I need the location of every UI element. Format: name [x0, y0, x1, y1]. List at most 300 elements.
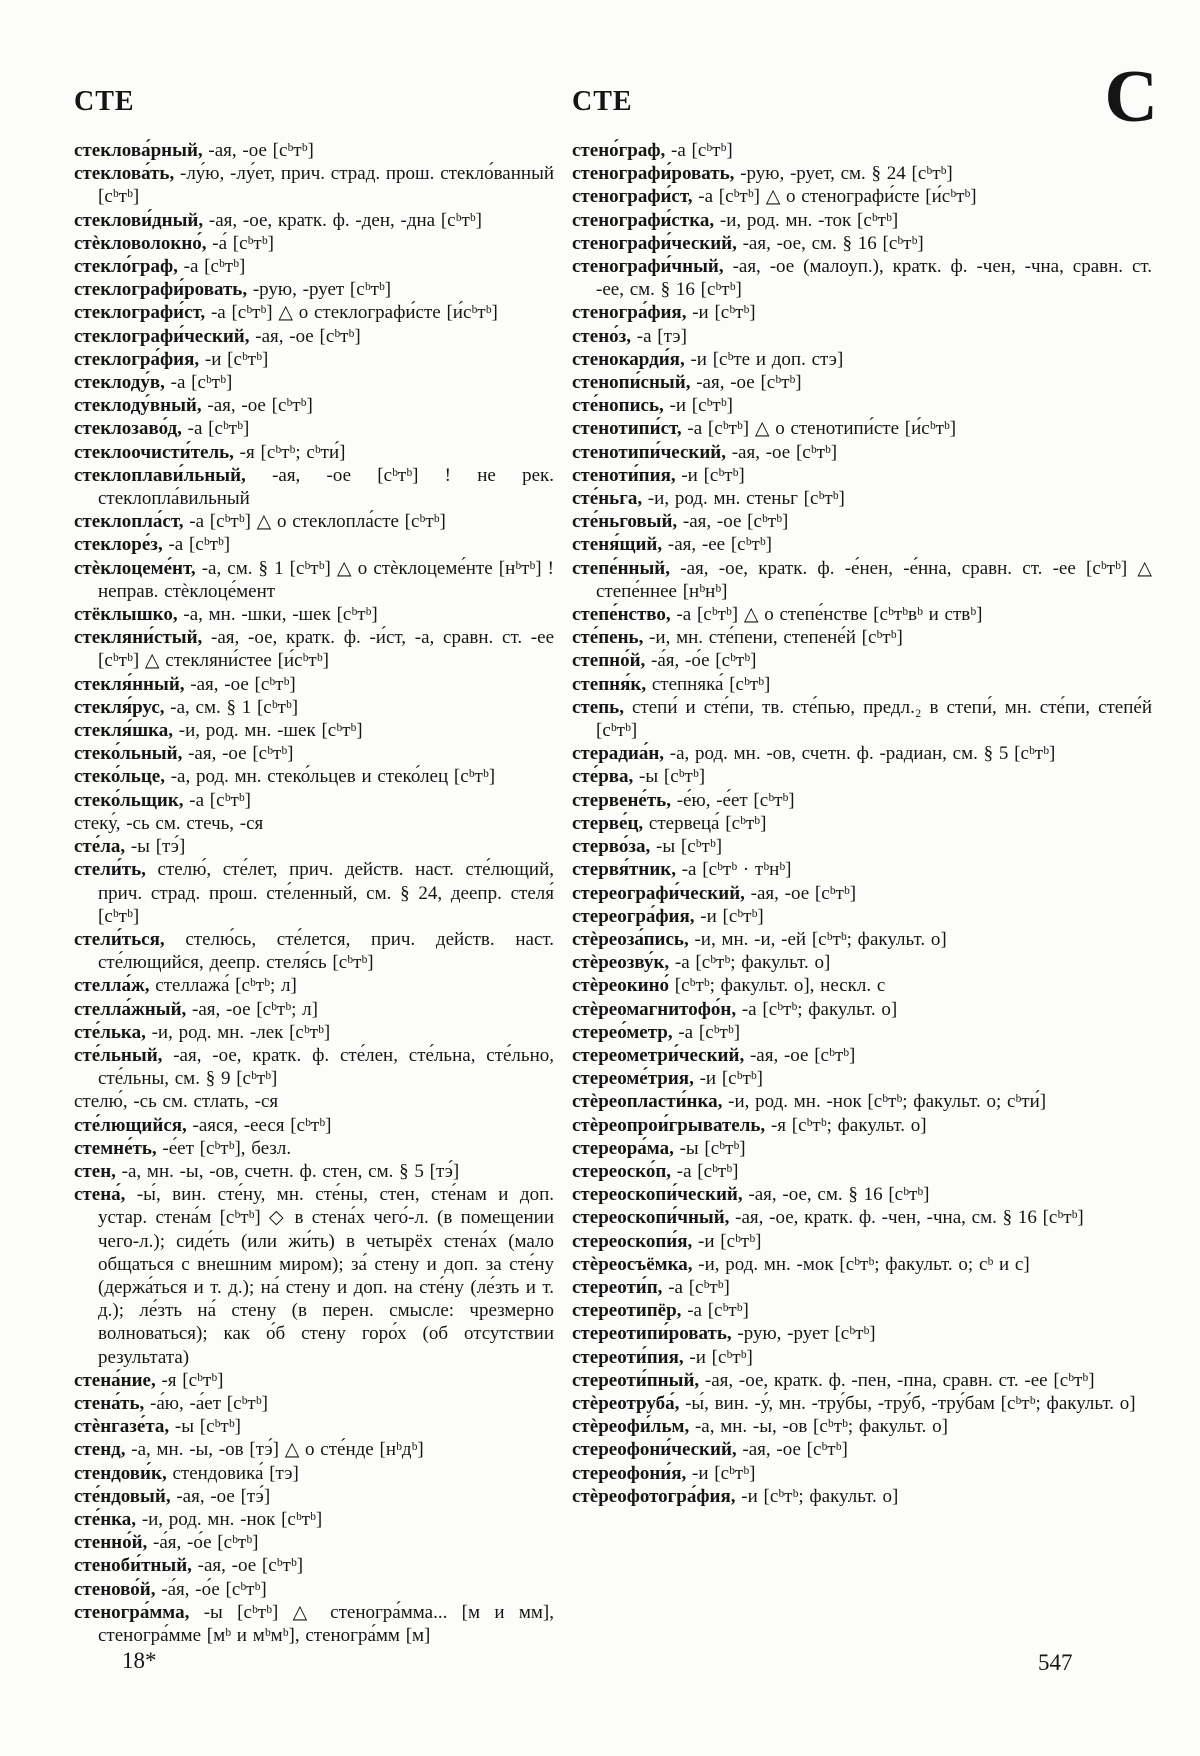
- headword: стеклоплави́льный,: [74, 464, 246, 486]
- dictionary-entry: [572, 441, 1152, 464]
- headword: стѐреофотогра́фия,: [572, 1485, 736, 1507]
- entry-body: -ая, -ое [сᵇтᵇ]: [696, 372, 802, 394]
- headword: сте́ньга,: [572, 488, 643, 510]
- entry-body: -ая, -ое [сᵇтᵇ; л]: [192, 998, 318, 1020]
- headword: стереоскопи́я,: [572, 1230, 693, 1252]
- headword: стеново́й,: [74, 1578, 156, 1600]
- headword: стереометри́ческий,: [572, 1044, 745, 1066]
- dictionary-entry: [74, 1044, 554, 1090]
- dictionary-entry: [572, 1392, 1152, 1415]
- entries-right: [572, 139, 1152, 1508]
- dictionary-entry: [74, 394, 554, 417]
- headword: стеклова́ть,: [74, 163, 175, 185]
- entry-body: -а [сᵇтᵇ · тᵇнᵇ]: [681, 859, 792, 881]
- headword: стѐреотруба́,: [572, 1392, 680, 1414]
- entry-body: -ая, -ое [сᵇтᵇ]: [742, 1439, 848, 1461]
- dictionary-entry: [74, 835, 554, 858]
- dictionary-entry: [572, 789, 1152, 812]
- dictionary-entry: [572, 325, 1152, 348]
- entry-body: -ая, -ое, кратк. ф. -и́ст, -а, сравн. ст. -ее [сᵇтᵇ] △ стекляни́стее [и́сᵇтᵇ]: [98, 627, 554, 672]
- headword: стереоти́пия,: [572, 1346, 684, 1368]
- dictionary-entry: [74, 974, 554, 997]
- dictionary-entry: [572, 765, 1152, 788]
- entry-body: -а [сᵇтᵇ]: [676, 1160, 739, 1182]
- headword: сте́лька,: [74, 1021, 146, 1043]
- dictionary-entry: [74, 1415, 554, 1438]
- dictionary-entry: [572, 1346, 1152, 1369]
- dictionary-entry: [572, 1485, 1152, 1508]
- dictionary-entry: [74, 1508, 554, 1531]
- headword: сте́пень,: [572, 627, 644, 649]
- headword: стѐреофи́льм,: [572, 1416, 690, 1438]
- dictionary-entry: [74, 765, 554, 788]
- headword: стереофони́я,: [572, 1462, 687, 1484]
- entry-body: -ая, -ое [сᵇтᵇ]: [750, 882, 857, 904]
- entry-body: -а́ [сᵇтᵇ]: [212, 232, 274, 254]
- headword: стели́ть,: [74, 859, 146, 881]
- entry-body: -я [сᵇтᵇ; сᵇти́]: [239, 441, 346, 463]
- dictionary-entry: [74, 673, 554, 696]
- entry-body: -рую, -рует [сᵇтᵇ]: [737, 1323, 876, 1345]
- entry-body: -ая, -ое, кратк. ф. -чен, -чна, см. § 16 [сᵇтᵇ]: [735, 1207, 1084, 1229]
- headword: стен,: [74, 1160, 116, 1182]
- entry-body: -и [сᵇтᵇ]: [692, 302, 756, 324]
- dictionary-entry: [74, 1392, 554, 1415]
- headword: стереоско́п,: [572, 1160, 672, 1182]
- headword: степно́й,: [572, 650, 646, 672]
- headword: стена́ть,: [74, 1392, 145, 1414]
- entry-body: -а [сᵇтᵇ; факульт. о]: [741, 998, 898, 1020]
- entry-body: -а [сᵇтᵇ] △ о стеклопла́сте [сᵇтᵇ]: [189, 511, 446, 533]
- entry-body: степи́ и сте́пи, тв. сте́пью, предл.₂ в степи́, мн. сте́пи, степе́й [сᵇтᵇ]: [596, 696, 1153, 742]
- dictionary-entry: [74, 464, 554, 510]
- entry-body: -а, мн. -ы, -ов [сᵇтᵇ; факульт. о]: [694, 1416, 948, 1438]
- headword: стенографи́ческий,: [572, 232, 737, 254]
- dictionary-entry: [572, 1067, 1152, 1090]
- headword: стекля́рус,: [74, 696, 165, 718]
- headword: стереотипёр,: [572, 1300, 682, 1322]
- dictionary-entry: [572, 1230, 1152, 1253]
- dictionary-entry: [572, 510, 1152, 533]
- dictionary-entry: [74, 301, 554, 324]
- headword: стерео́метр,: [572, 1021, 673, 1043]
- headword: стѐреопласти́нка,: [572, 1091, 723, 1113]
- entry-body: -е́ю, -е́ет [сᵇтᵇ]: [676, 789, 795, 811]
- entry-body: -а [тэ]: [636, 325, 687, 347]
- headword: стенопи́сный,: [572, 372, 691, 394]
- headword: стенно́й,: [74, 1532, 148, 1554]
- headword: стереора́ма,: [572, 1137, 674, 1159]
- dictionary-entry: [74, 1554, 554, 1577]
- headword: стена́ние,: [74, 1369, 156, 1391]
- dictionary-entry: [572, 209, 1152, 232]
- entry-body: -рую, -рует, см. § 24 [сᵇтᵇ]: [740, 163, 953, 185]
- headword: стели́ться,: [74, 928, 165, 950]
- headword: стеноби́тный,: [74, 1555, 192, 1577]
- dictionary-entry: [74, 1160, 554, 1183]
- headword: стена́,: [74, 1184, 126, 1206]
- dictionary-entry: [572, 905, 1152, 928]
- entry-body: -ая, -ое [сᵇтᵇ] ! не рек. стеклопла́вильный: [98, 464, 554, 510]
- dictionary-entry: [572, 371, 1152, 394]
- headword: сте́ла,: [74, 836, 126, 858]
- dictionary-entry: [74, 1090, 554, 1113]
- entry-body: -а, род. мн. -ов, счетн. ф. -радиан, см. § 5 [сᵇтᵇ]: [669, 743, 1056, 765]
- headword: стеклографи́ст,: [74, 302, 206, 324]
- dictionary-entry: [74, 510, 554, 533]
- dictionary-entry: [572, 1369, 1152, 1392]
- entry-body: -а, см. § 1 [сᵇтᵇ] △ о стѐклоцеме́нте [нᵇтᵇ] ! неправ. стѐклоце́мент: [98, 557, 555, 602]
- entry-body: -а [сᵇтᵇ] △ о стенотипи́сте [и́сᵇтᵇ]: [687, 418, 957, 440]
- dictionary-entry: [74, 557, 554, 603]
- entry-body: -а [сᵇтᵇ] △ о стенографи́сте [и́сᵇтᵇ]: [698, 186, 977, 208]
- headword: стено́граф,: [572, 140, 666, 161]
- entry-body: -а [сᵇтᵇ]: [668, 1276, 730, 1298]
- entry-body: -ая, -ое [сᵇтᵇ]: [255, 325, 361, 347]
- headword: стеклоду́в,: [74, 372, 165, 394]
- entry-body: -и [сᵇтᵇ]: [204, 348, 269, 370]
- headword: стереоти́п,: [572, 1276, 663, 1298]
- entry-body: -аяся, -ееся [сᵇтᵇ]: [192, 1114, 332, 1136]
- headword: стелю́,: [74, 1091, 128, 1113]
- dictionary-entry: [74, 858, 554, 928]
- dictionary-entry: [74, 998, 554, 1021]
- dictionary-entry: [572, 673, 1152, 696]
- entry-body: -рую, -рует [сᵇтᵇ]: [252, 279, 392, 301]
- dictionary-entry: [74, 789, 554, 812]
- dictionary-entry: [74, 928, 554, 974]
- dictionary-entry: [572, 882, 1152, 905]
- entry-body: -и [сᵇтᵇ]: [699, 1068, 763, 1090]
- dictionary-entry: [74, 232, 554, 255]
- entry-body: -ая, -ое [сᵇтᵇ]: [731, 441, 838, 463]
- headword: стереофони́ческий,: [572, 1439, 737, 1461]
- dictionary-entry: [74, 1021, 554, 1044]
- dictionary-entry: [572, 185, 1152, 208]
- dictionary-entry: [74, 1578, 554, 1601]
- headword: стереоти́пный,: [572, 1369, 700, 1391]
- dictionary-entry: [74, 1369, 554, 1392]
- headword: стеклопла́ст,: [74, 511, 184, 533]
- headword: стемне́ть,: [74, 1137, 157, 1159]
- dictionary-entry: [572, 557, 1152, 603]
- entry-body: -ы [сᵇтᵇ]: [174, 1416, 241, 1438]
- headword: стереоме́трия,: [572, 1068, 694, 1090]
- headword: стеноти́пия,: [572, 464, 676, 486]
- entry-body: -лу́ю, -лу́ет, прич. страд. прош. стекло́ванный [сᵇтᵇ]: [98, 163, 554, 208]
- column-left: [74, 86, 554, 1647]
- headword: стѐреокино́: [572, 975, 670, 997]
- headword: стеклогра́фия,: [74, 348, 200, 370]
- entry-body: -ы [сᵇтᵇ]: [656, 836, 723, 858]
- headword: стервене́ть,: [572, 789, 671, 811]
- entry-body: -и [сᵇтᵇ]: [698, 1230, 762, 1252]
- dictionary-entry: [572, 998, 1152, 1021]
- headword: стеклови́дный,: [74, 209, 204, 231]
- dictionary-entry: [74, 1462, 554, 1485]
- entry-body: -е́ет [сᵇтᵇ], безл.: [162, 1137, 292, 1159]
- headword: стереоскопи́ческий,: [572, 1184, 743, 1206]
- headword: стеклоочисти́тель,: [74, 441, 234, 463]
- dictionary-entry: [572, 1137, 1152, 1160]
- dictionary-entry: [572, 1021, 1152, 1044]
- headword: сте́ньговый,: [572, 511, 678, 533]
- headword: стереографи́ческий,: [572, 882, 745, 904]
- headword: стѐреоза́пись,: [572, 928, 689, 950]
- dictionary-entry: [74, 1601, 554, 1647]
- dictionary-entry: [74, 1114, 554, 1137]
- entry-body: -ая, -ое, см. § 16 [сᵇтᵇ]: [748, 1184, 930, 1206]
- dictionary-entry: [572, 1044, 1152, 1067]
- entry-body: стелю́, сте́лет, прич. действ. наст. сте́лющий, прич. страд. прош. сте́ленный, см. § 24, деепр. стеля́ [сᵇтᵇ]: [98, 859, 554, 927]
- entry-body: -ы [сᵇтᵇ]: [639, 766, 706, 788]
- dictionary-entry: [572, 1183, 1152, 1206]
- column-right: [572, 86, 1152, 1647]
- dictionary-entry: [572, 928, 1152, 951]
- headword: степня́к,: [572, 673, 647, 695]
- dictionary-entry: [572, 1415, 1152, 1438]
- dictionary-entry: [74, 417, 554, 440]
- headword: стереогра́фия,: [572, 905, 695, 927]
- entry-body: -ая, -ое, кратк. ф. -ден, -дна [сᵇтᵇ]: [208, 209, 482, 231]
- headword: стенографи́ровать,: [572, 163, 735, 185]
- entry-body: стендовика́ [тэ]: [172, 1462, 299, 1484]
- headword: стенотипи́ческий,: [572, 441, 726, 463]
- dictionary-entry: [74, 1438, 554, 1461]
- dictionary-entry: [572, 301, 1152, 324]
- headword: стелла́ж,: [74, 975, 150, 997]
- headword: стѐреопрои́грыватель,: [572, 1114, 766, 1136]
- dictionary-entry: [572, 162, 1152, 185]
- entry-body: -ая, -ое [сᵇтᵇ]: [197, 1555, 304, 1577]
- entry-body: -ы [сᵇтᵇ] △ стеногра́мма... [м и мм], стеногра́мме [мᵇ и мᵇмᵇ], стеногра́мм [м]: [98, 1601, 554, 1646]
- headword: стѐнгазе́та,: [74, 1416, 170, 1438]
- dictionary-entry: [74, 696, 554, 719]
- entry-body: стервеца́ [сᵇтᵇ]: [648, 812, 767, 834]
- headword: стено́з,: [572, 325, 632, 347]
- running-head-left: СТЕ: [74, 86, 135, 117]
- entry-body: -сь см. стлать, -ся: [133, 1091, 279, 1113]
- dictionary-entry: [572, 417, 1152, 440]
- entry-body: -ы́, вин. сте́ну, мн. сте́ны, стен, сте́нам и доп. устар. стена́м [сᵇтᵇ] ◇ в стена́х чего́-л. (в помещении чего-л.); сиде́ть (или жи́ть) в четырёх стена́х (мало общаться с внешним миром); за́ стену и доп. за сте́ну (держа́ться и т. д.); на́ стену и доп. на сте́ну (ле́зть и т. д.); ле́зть на́ стену (в перен. смысле: чрезмерно волноваться); как о́б стену горо́х (об отсутствии результата): [98, 1184, 554, 1368]
- entry-body: -ы [сᵇтᵇ]: [679, 1137, 746, 1159]
- headword: стеклозаво́д,: [74, 418, 182, 440]
- entry-body: -и, род. мн. стеньг [сᵇтᵇ]: [647, 488, 845, 510]
- dictionary-entry: [572, 1206, 1152, 1229]
- entry-body: [сᵇтᵇ; факульт. о], нескл. с: [674, 975, 886, 997]
- entry-body: -а [сᵇтᵇ]: [183, 256, 246, 278]
- entry-body: -и, род. мн. -лек [сᵇтᵇ]: [151, 1021, 331, 1043]
- dictionary-entry: [572, 974, 1152, 997]
- entry-body: -а [сᵇтᵇ]: [189, 789, 251, 811]
- headword: стенд,: [74, 1439, 126, 1461]
- entry-body: -а́ю, -а́ет [сᵇтᵇ]: [150, 1392, 268, 1414]
- dictionary-entry: [74, 1531, 554, 1554]
- headword: сте́ндовый,: [74, 1485, 171, 1507]
- dictionary-entry: [74, 533, 554, 556]
- dictionary-entry: [74, 812, 554, 835]
- entry-body: стеллажа́ [сᵇтᵇ; л]: [155, 975, 297, 997]
- entry-body: -ая, -ее [сᵇтᵇ]: [667, 534, 772, 556]
- headword: стеко́льщик,: [74, 789, 184, 811]
- dictionary-entry: [572, 1090, 1152, 1113]
- entry-body: -я [сᵇтᵇ]: [161, 1369, 224, 1391]
- entry-body: -а [сᵇтᵇ]: [687, 1300, 749, 1322]
- headword: стеклоре́з,: [74, 534, 163, 556]
- entry-body: -я [сᵇтᵇ; факульт. о]: [770, 1114, 927, 1136]
- headword: стеку́,: [74, 812, 121, 834]
- entry-body: -а́я, -о́е [сᵇтᵇ]: [153, 1532, 259, 1554]
- dictionary-entry: [572, 858, 1152, 881]
- entry-body: -и, род. мн. -шек [сᵇтᵇ]: [178, 720, 363, 742]
- headword: стекля́шка,: [74, 720, 174, 742]
- entry-body: стелю́сь, сте́лется, прич. действ. наст. сте́лющийся, деепр. стеля́сь [сᵇтᵇ]: [98, 928, 554, 974]
- entry-body: -ая, -ое [сᵇтᵇ]: [188, 743, 294, 765]
- entry-body: -ая, -ое [сᵇтᵇ]: [190, 673, 296, 695]
- dictionary-entry: [572, 1253, 1152, 1276]
- headword: стерве́ц,: [572, 812, 644, 834]
- entry-body: -и, мн. сте́пени, степене́й [сᵇтᵇ]: [649, 627, 903, 649]
- entry-body: -и, род. мн. -мок [сᵇтᵇ; факульт. о; сᵇ и с]: [698, 1253, 1030, 1275]
- dictionary-entry: [74, 255, 554, 278]
- dictionary-entry: [74, 209, 554, 232]
- dictionary-entry: [74, 742, 554, 765]
- entry-body: -ая, -ое, кратк. ф. -е́нен, -е́нна, сравн. ст. -ее [сᵇтᵇ] △ степе́ннее [нᵇнᵇ]: [596, 557, 1153, 602]
- dictionary-entry: [572, 649, 1152, 672]
- dictionary-entry: [74, 348, 554, 371]
- entries-left: [74, 139, 554, 1647]
- entry-body: -ая, -ое, см. § 16 [сᵇтᵇ]: [742, 232, 924, 254]
- section-letter: С: [1104, 56, 1158, 138]
- dictionary-entry: [572, 1462, 1152, 1485]
- headword: стереотипи́ровать,: [572, 1323, 732, 1345]
- entry-body: -ая, -ое [сᵇтᵇ]: [682, 511, 789, 533]
- entry-body: -ая, -ое [тэ́]: [176, 1485, 271, 1507]
- dictionary-entry: [572, 1322, 1152, 1345]
- dictionary-entry: [572, 603, 1152, 626]
- dictionary-entry: [74, 603, 554, 626]
- entry-body: -а, мн. -шки, -шек [сᵇтᵇ]: [183, 604, 378, 626]
- headword: стекло́граф,: [74, 256, 178, 278]
- headword: стекля́нный,: [74, 673, 185, 695]
- entry-body: -а [сᵇтᵇ]: [168, 534, 231, 556]
- dictionary-entry: [572, 232, 1152, 255]
- headword: стеногра́мма,: [74, 1601, 190, 1623]
- entry-body: -ы́, вин. -у́, мн. -тру́бы, -тру́б, -тру́бам [сᵇтᵇ; факульт. о]: [685, 1392, 1136, 1414]
- dictionary-entry: [74, 441, 554, 464]
- dictionary-entry: [572, 1438, 1152, 1461]
- dictionary-entry: [572, 951, 1152, 974]
- dictionary-entry: [74, 325, 554, 348]
- headword: стеко́льный,: [74, 743, 183, 765]
- dictionary-entry: [74, 278, 554, 301]
- headword: стѐкловолокно́,: [74, 232, 207, 254]
- dictionary-entry: [74, 1183, 554, 1369]
- dictionary-entry: [572, 835, 1152, 858]
- headword: стенографи́ст,: [572, 186, 693, 208]
- headword: стереоскопи́чный,: [572, 1207, 730, 1229]
- entry-body: -а́я, -о́е [сᵇтᵇ]: [161, 1578, 267, 1600]
- entry-body: -а, мн. -ы, -ов, счетн. ф. стен, см. § 5 [тэ́]: [121, 1160, 460, 1182]
- headword: стекляни́стый,: [74, 627, 203, 649]
- entry-body: -и, род. мн. -ток [сᵇтᵇ]: [719, 209, 899, 231]
- entry-body: -и [сᵇте и доп. стэ]: [690, 348, 844, 370]
- dictionary-entry: [572, 348, 1152, 371]
- headword: степь,: [572, 696, 624, 718]
- entry-body: -ы [тэ́]: [130, 836, 186, 858]
- dictionary-entry: [572, 394, 1152, 417]
- entry-body: -и [сᵇтᵇ]: [681, 464, 745, 486]
- dictionary-entry: [572, 1276, 1152, 1299]
- headword: стелла́жный,: [74, 998, 187, 1020]
- dictionary-entry: [572, 812, 1152, 835]
- entry-body: -и [сᵇтᵇ; факульт. о]: [741, 1485, 899, 1507]
- headword: сте́нопись,: [572, 395, 664, 417]
- dictionary-entry: [74, 1485, 554, 1508]
- headword: стеко́льце,: [74, 766, 165, 788]
- entry-body: -а [сᵇтᵇ]: [170, 372, 233, 394]
- entry-body: -а [сᵇтᵇ]: [187, 418, 250, 440]
- entry-body: -а, см. § 1 [сᵇтᵇ]: [170, 696, 299, 718]
- headword: стѐреосъёмка,: [572, 1253, 693, 1275]
- headword: сте́лющийся,: [74, 1114, 187, 1136]
- entry-body: -сь см. стечь, -ся: [126, 812, 264, 834]
- signature-mark: 18*: [122, 1648, 157, 1673]
- headword: стендови́к,: [74, 1462, 167, 1484]
- dictionary-entry: [572, 255, 1152, 301]
- headword: стѐреомагнитофо́н,: [572, 998, 737, 1020]
- running-head-right: СТЕ: [572, 86, 633, 117]
- headword: стенокарди́я,: [572, 348, 685, 370]
- entry-body: -и, род. мн. -нок [сᵇтᵇ]: [141, 1508, 323, 1530]
- dictionary-entry: [572, 626, 1152, 649]
- dictionary-entry: [572, 696, 1152, 742]
- dictionary-entry: [572, 139, 1152, 162]
- headword: сте́льный,: [74, 1044, 163, 1066]
- dictionary-entry: [74, 139, 554, 162]
- entry-body: -и [сᵇтᵇ]: [692, 1462, 756, 1484]
- headword: стѐклоцеме́нт,: [74, 557, 196, 579]
- headword: стервя́тник,: [572, 859, 676, 881]
- entry-body: -ая, -ое [сᵇтᵇ]: [207, 395, 313, 417]
- dictionary-entry: [74, 162, 554, 208]
- entry-body: -ая, -ое, кратк. ф. -пен, -пна, сравн. ст. -ее [сᵇтᵇ]: [704, 1369, 1095, 1391]
- entry-body: -ая, -ое [сᵇтᵇ]: [208, 140, 314, 161]
- headword: стеногра́фия,: [572, 302, 687, 324]
- dictionary-entry: [572, 533, 1152, 556]
- headword: стеклографи́ческий,: [74, 325, 250, 347]
- headword: стенографи́стка,: [572, 209, 715, 231]
- headword: стеклова́рный,: [74, 140, 203, 161]
- entry-body: -а [сᵇтᵇ] △ о стеклографи́сте [и́сᵇтᵇ]: [210, 302, 498, 324]
- entry-body: -а [сᵇтᵇ]: [671, 140, 733, 161]
- entry-body: -и [сᵇтᵇ]: [669, 395, 733, 417]
- entry-body: -и [сᵇтᵇ]: [689, 1346, 753, 1368]
- headword: стёклышко,: [74, 604, 178, 626]
- entry-body: -а [сᵇтᵇ; факульт. о]: [674, 952, 831, 974]
- entry-body: -а [сᵇтᵇ] △ о степе́нстве [сᵇтᵇвᵇ и ствᵇ]: [676, 604, 983, 626]
- dictionary-entry: [74, 719, 554, 742]
- headword: степе́нный,: [572, 557, 671, 579]
- headword: стенографи́чный,: [572, 256, 724, 278]
- headword: стеклоду́вный,: [74, 395, 202, 417]
- headword: степе́нство,: [572, 604, 671, 626]
- dictionary-entry: [572, 1160, 1152, 1183]
- entry-body: -и, мн. -и, -ей [сᵇтᵇ; факульт. о]: [694, 928, 947, 950]
- headword: стерадиа́н,: [572, 743, 665, 765]
- dictionary-entry: [572, 1299, 1152, 1322]
- headword: стенотипи́ст,: [572, 418, 682, 440]
